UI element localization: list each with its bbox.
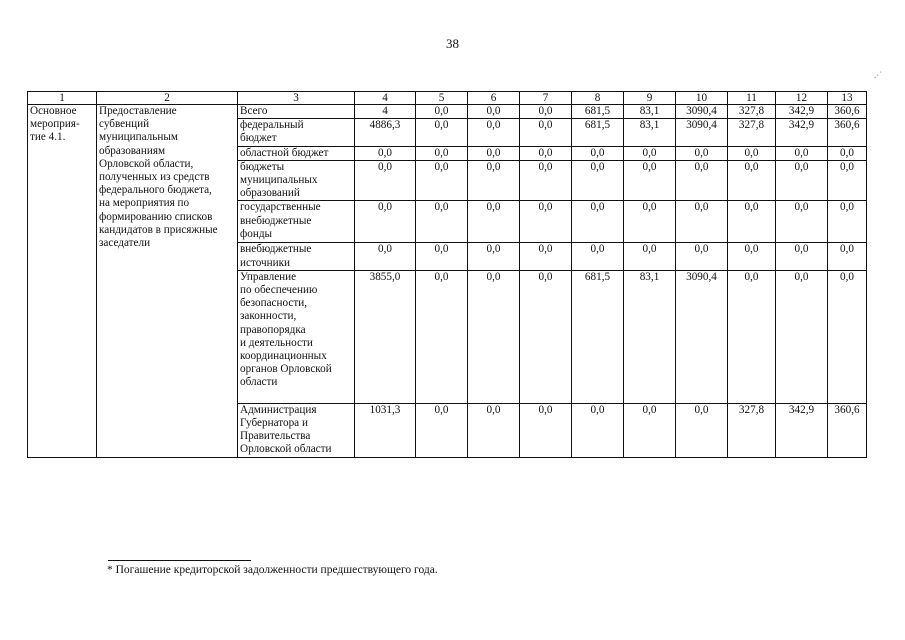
value-cell: 0,0 bbox=[624, 201, 676, 243]
cell-line: органов Орловской bbox=[240, 363, 332, 376]
value-cell: 0,0 bbox=[468, 243, 520, 270]
measure-name-cell bbox=[28, 105, 97, 458]
table-row bbox=[28, 105, 867, 119]
value-cell: 0,0 bbox=[355, 201, 416, 243]
value-cell: 0,0 bbox=[572, 243, 624, 270]
cell-line: Управление bbox=[240, 270, 297, 283]
value-cell: 0,0 bbox=[676, 403, 728, 457]
value-cell: 360,6 bbox=[828, 119, 867, 146]
value-cell: 327,8 bbox=[728, 105, 776, 119]
funding-source-cell bbox=[238, 201, 355, 243]
value-cell: 0,0 bbox=[520, 119, 572, 146]
value-cell: 0,0 bbox=[520, 270, 572, 403]
value-cell: 0,0 bbox=[468, 270, 520, 403]
funding-source-cell bbox=[238, 243, 355, 270]
value-cell: 3090,4 bbox=[676, 119, 728, 146]
cell-line: бюджеты bbox=[240, 160, 285, 173]
cell-line: заседатели bbox=[99, 237, 151, 250]
value-cell: 0,0 bbox=[468, 119, 520, 146]
value-cell: 0,0 bbox=[572, 403, 624, 457]
value-cell: 0,0 bbox=[828, 160, 867, 201]
funding-source-cell bbox=[238, 403, 355, 457]
value-cell: 0,0 bbox=[416, 243, 468, 270]
header-cell: 10 bbox=[676, 92, 728, 105]
cell-line: государственные bbox=[240, 201, 321, 214]
cell-line: фонды bbox=[240, 227, 273, 240]
cell-line: на мероприятия по bbox=[99, 197, 190, 210]
cell-line: муниципальных bbox=[240, 174, 318, 187]
value-cell: 0,0 bbox=[728, 270, 776, 403]
footnote-divider bbox=[108, 560, 251, 561]
value-cell: 83,1 bbox=[624, 270, 676, 403]
header-cell: 13 bbox=[828, 92, 867, 105]
value-cell: 0,0 bbox=[728, 201, 776, 243]
value-cell: 0,0 bbox=[828, 243, 867, 270]
cell-line: области bbox=[240, 376, 278, 389]
measure-description-cell bbox=[97, 105, 238, 458]
header-cell: 2 bbox=[97, 92, 238, 105]
value-cell: 342,9 bbox=[776, 105, 828, 119]
cell-line: Всего bbox=[240, 105, 268, 117]
funding-source-cell bbox=[238, 146, 355, 160]
value-cell: 0,0 bbox=[828, 146, 867, 160]
value-cell: 0,0 bbox=[776, 270, 828, 403]
cell-line: и деятельности bbox=[240, 336, 313, 349]
value-cell: 0,0 bbox=[416, 270, 468, 403]
value-cell: 0,0 bbox=[676, 160, 728, 201]
value-cell: 0,0 bbox=[520, 146, 572, 160]
header-cell: 11 bbox=[728, 92, 776, 105]
cell-line: Предоставление bbox=[99, 105, 177, 117]
value-cell: 0,0 bbox=[468, 201, 520, 243]
value-cell: 0,0 bbox=[355, 146, 416, 160]
cell-line: субвенций bbox=[99, 118, 150, 131]
funding-source-cell bbox=[238, 160, 355, 201]
header-row bbox=[28, 92, 867, 105]
value-cell: 83,1 bbox=[624, 105, 676, 119]
header-cell: 1 bbox=[28, 92, 97, 105]
cell-line: Основное bbox=[30, 105, 77, 117]
value-cell: 4886,3 bbox=[355, 119, 416, 146]
cell-line: Орловской области bbox=[240, 443, 332, 456]
value-cell: 0,0 bbox=[468, 105, 520, 119]
value-cell: 83,1 bbox=[624, 119, 676, 146]
value-cell: 0,0 bbox=[676, 146, 728, 160]
value-cell: 0,0 bbox=[572, 160, 624, 201]
value-cell: 0,0 bbox=[776, 146, 828, 160]
cell-line: федерального бюджета, bbox=[99, 184, 212, 197]
cell-line: Администрация bbox=[240, 403, 317, 416]
value-cell: 0,0 bbox=[520, 403, 572, 457]
cell-line: правопорядка bbox=[240, 323, 306, 336]
value-cell: 0,0 bbox=[416, 201, 468, 243]
value-cell: 0,0 bbox=[355, 160, 416, 201]
cell-line: координационных bbox=[240, 350, 327, 363]
cell-line: областной бюджет bbox=[240, 146, 329, 159]
value-cell: 0,0 bbox=[416, 403, 468, 457]
value-cell: 681,5 bbox=[572, 270, 624, 403]
value-cell: 681,5 bbox=[572, 105, 624, 119]
value-cell: 0,0 bbox=[828, 270, 867, 403]
budget-table bbox=[27, 91, 867, 458]
page-number: 38 bbox=[446, 36, 459, 51]
value-cell: 0,0 bbox=[520, 160, 572, 201]
cell-line: Орловской области, bbox=[99, 157, 194, 170]
cell-line: безопасности, bbox=[240, 297, 308, 310]
scan-speck: .·˙ bbox=[874, 70, 883, 80]
funding-source-cell bbox=[238, 270, 355, 403]
value-cell: 342,9 bbox=[776, 403, 828, 457]
value-cell: 0,0 bbox=[520, 201, 572, 243]
value-cell: 0,0 bbox=[572, 201, 624, 243]
cell-line: по обеспечению bbox=[240, 284, 318, 297]
value-cell: 4 bbox=[355, 105, 416, 119]
value-cell: 0,0 bbox=[520, 105, 572, 119]
cell-line: тие 4.1. bbox=[30, 131, 66, 144]
value-cell: 360,6 bbox=[828, 403, 867, 457]
value-cell: 0,0 bbox=[776, 160, 828, 201]
header-cell: 12 bbox=[776, 92, 828, 105]
value-cell: 0,0 bbox=[355, 243, 416, 270]
header-cell: 3 bbox=[238, 92, 355, 105]
value-cell: 0,0 bbox=[624, 403, 676, 457]
value-cell: 0,0 bbox=[676, 201, 728, 243]
value-cell: 327,8 bbox=[728, 403, 776, 457]
value-cell: 0,0 bbox=[624, 146, 676, 160]
cell-line: внебюджетные bbox=[240, 214, 312, 227]
header-cell: 7 bbox=[520, 92, 572, 105]
value-cell: 0,0 bbox=[624, 160, 676, 201]
cell-line: источники bbox=[240, 256, 291, 269]
value-cell: 0,0 bbox=[828, 201, 867, 243]
cell-line: кандидатов в присяжные bbox=[99, 223, 218, 236]
funding-source-cell bbox=[238, 105, 355, 119]
value-cell: 3090,4 bbox=[676, 105, 728, 119]
cell-line: Правительства bbox=[240, 430, 311, 443]
value-cell: 1031,3 bbox=[355, 403, 416, 457]
header-cell: 8 bbox=[572, 92, 624, 105]
value-cell: 681,5 bbox=[572, 119, 624, 146]
value-cell: 0,0 bbox=[468, 160, 520, 201]
cell-line: муниципальным bbox=[99, 131, 178, 144]
value-cell: 0,0 bbox=[416, 105, 468, 119]
cell-line: федеральный bbox=[240, 119, 304, 132]
value-cell: 3090,4 bbox=[676, 270, 728, 403]
value-cell: 0,0 bbox=[776, 243, 828, 270]
value-cell: 3855,0 bbox=[355, 270, 416, 403]
value-cell: 327,8 bbox=[728, 119, 776, 146]
cell-line: образований bbox=[240, 187, 300, 200]
value-cell: 0,0 bbox=[416, 160, 468, 201]
value-cell: 0,0 bbox=[624, 243, 676, 270]
cell-line: Губернатора и bbox=[240, 417, 308, 430]
cell-line: мероприя- bbox=[30, 118, 80, 131]
value-cell: 0,0 bbox=[728, 146, 776, 160]
value-cell: 0,0 bbox=[416, 119, 468, 146]
value-cell: 0,0 bbox=[468, 403, 520, 457]
value-cell: 0,0 bbox=[676, 243, 728, 270]
cell-line: внебюджетные bbox=[240, 243, 312, 256]
value-cell: 0,0 bbox=[776, 201, 828, 243]
cell-line: формированию списков bbox=[99, 210, 213, 223]
header-cell: 9 bbox=[624, 92, 676, 105]
header-cell: 6 bbox=[468, 92, 520, 105]
value-cell: 0,0 bbox=[468, 146, 520, 160]
cell-line: образованиям bbox=[99, 144, 166, 157]
value-cell: 0,0 bbox=[416, 146, 468, 160]
cell-line: бюджет bbox=[240, 132, 277, 145]
value-cell: 0,0 bbox=[572, 146, 624, 160]
value-cell: 342,9 bbox=[776, 119, 828, 146]
cell-line: полученных из средств bbox=[99, 171, 210, 184]
header-cell: 4 bbox=[355, 92, 416, 105]
value-cell: 360,6 bbox=[828, 105, 867, 119]
header-cell: 5 bbox=[416, 92, 468, 105]
value-cell: 0,0 bbox=[520, 243, 572, 270]
funding-source-cell bbox=[238, 119, 355, 146]
cell-line: законности, bbox=[240, 310, 297, 323]
value-cell: 0,0 bbox=[728, 243, 776, 270]
value-cell: 0,0 bbox=[728, 160, 776, 201]
footnote: * Погашение кредиторской задолженности предшествующего года. bbox=[107, 564, 438, 576]
